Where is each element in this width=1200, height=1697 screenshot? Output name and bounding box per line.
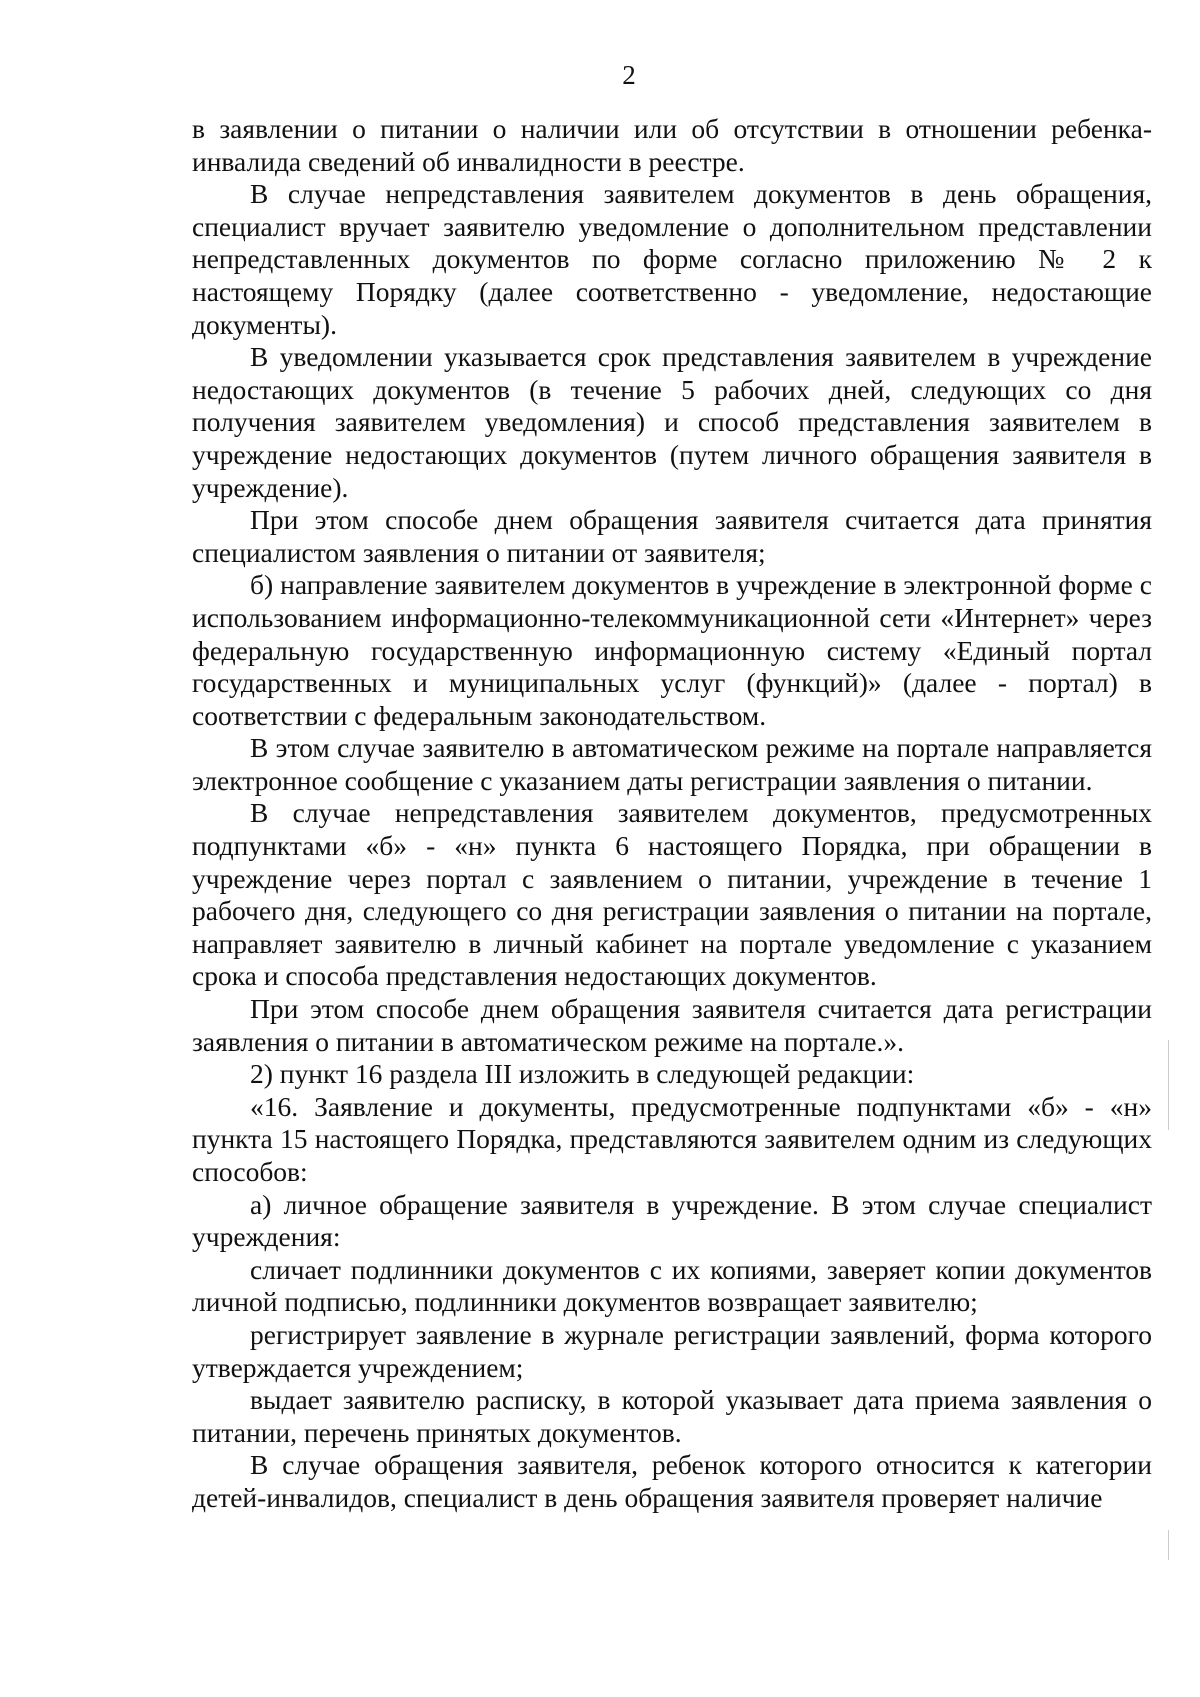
paragraph-portal-missing-docs: В случае непредставления заявителем документов, предусмотренных подпунктами «б» - «н» пункта 6 настоящего Порядка, при обращении в учреждение через портал с заявлением о питании, учреждение в течение 1 рабочего дня, следующего со дня регистрации заявления о питании на портале, направляет заявителю в личный кабинет на портале уведомление с указанием срока и способа представления недостающих документов.: [192, 797, 1152, 992]
paragraph-issues-receipt: выдает заявителю расписку, в которой указывает дата приема заявления о питании, перечень принятых документов.: [192, 1384, 1152, 1448]
paragraph-application-date-portal: При этом способе днем обращения заявителя считается дата регистрации заявления о питании в автоматическом режиме на портале.».: [192, 993, 1152, 1057]
paragraph-disabled-children-check: В случае обращения заявителя, ребенок которого относится к категории детей-инвалидов, специалист в день обращения заявителя проверяет наличие: [192, 1449, 1152, 1513]
paragraph-continuation: в заявлении о питании о наличии или об отсутствии в отношении ребенка-инвалида сведений об инвалидности в реестре.: [192, 113, 1152, 177]
scan-artifact-line: [1168, 1530, 1169, 1560]
paragraph-application-date-personal: При этом способе днем обращения заявителя считается дата принятия специалистом заявления о питании от заявителя;: [192, 504, 1152, 568]
paragraph-portal-message: В этом случае заявителю в автоматическом режиме на портале направляется электронное сообщение с указанием даты регистрации заявления о питании.: [192, 732, 1152, 796]
paragraph-notification-deadline: В уведомлении указывается срок представления заявителем в учреждение недостающих документов (в течение 5 рабочих дней, следующих со дня получения заявителем уведомления) и способ представления заявителем в учреждение недостающих документов (путем личного обращения заявителя в учреждение).: [192, 341, 1152, 503]
paragraph-verifies-copies: сличает подлинники документов с их копиями, заверяет копии документов личной подписью, подлинники документов возвращает заявителю;: [192, 1253, 1152, 1318]
paragraph-amendment-2: 2) пункт 16 раздела III изложить в следующей редакции:: [250, 1058, 915, 1090]
scan-artifact-line: [1168, 1040, 1169, 1130]
document-body: [192, 113, 1152, 1515]
paragraph-registers-application: регистрирует заявление в журнале регистрации заявлений, форма которого утверждается учреждением;: [192, 1318, 1152, 1383]
paragraph-item-16: «16. Заявление и документы, предусмотренные подпунктами «б» - «н» пункта 15 настоящего Порядка, представляются заявителем одним из следующих способов:: [192, 1090, 1152, 1187]
page-number: 2: [622, 60, 636, 90]
paragraph-notification-issue: В случае непредставления заявителем документов в день обращения, специалист вручает заявителю уведомление о дополнительном представлении непредставленных документов по форме согласно приложению № 2 к настоящему Порядку (далее соответственно - уведомление, недостающие документы).: [192, 178, 1152, 340]
paragraph-subitem-a-personal: а) личное обращение заявителя в учреждение. В этом случае специалист учреждения:: [192, 1188, 1152, 1253]
paragraph-subitem-b-electronic: б) направление заявителем документов в учреждение в электронной форме с использованием информационно-телекоммуникационной сети «Интернет» через федеральную государственную информационную систему «Единый портал государственных и муниципальных услуг (функций)» (далее - портал) в соответствии с федеральным законодательством.: [192, 569, 1152, 731]
